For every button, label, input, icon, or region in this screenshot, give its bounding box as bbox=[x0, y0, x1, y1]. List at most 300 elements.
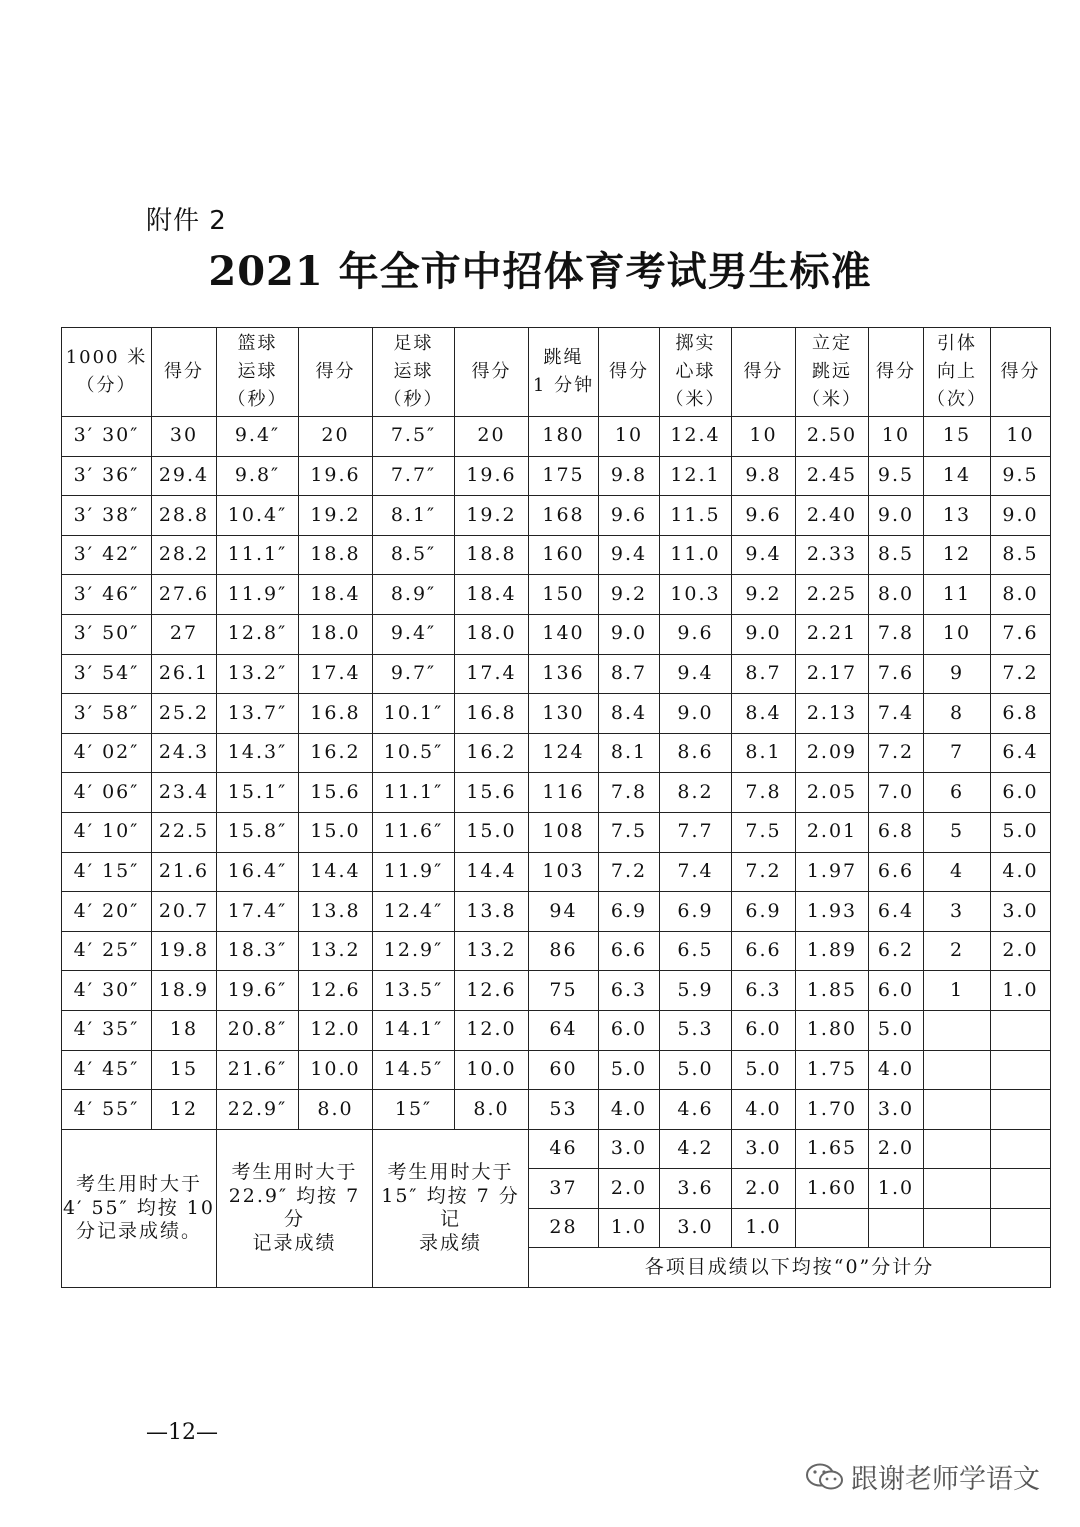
table-cell: 86 bbox=[529, 931, 599, 971]
table-cell: 7.0 bbox=[869, 773, 924, 813]
table-cell: 1.0 bbox=[732, 1208, 796, 1248]
table-cell: 3′ 30″ bbox=[62, 417, 152, 457]
table-cell: 2.21 bbox=[796, 614, 869, 654]
table-cell: 8.0 bbox=[991, 575, 1051, 615]
table-cell: 12.4″ bbox=[373, 892, 455, 932]
table-cell: 10 bbox=[599, 417, 660, 457]
table-cell: 8.0 bbox=[455, 1090, 529, 1130]
table-cell: 8 bbox=[924, 694, 991, 734]
table-cell: 3.0 bbox=[991, 892, 1051, 932]
table-row bbox=[62, 812, 1051, 852]
table-cell: 9.4″ bbox=[373, 614, 455, 654]
table-cell: 27.6 bbox=[152, 575, 217, 615]
table-cell: 3′ 36″ bbox=[62, 456, 152, 496]
table-cell: 28.8 bbox=[152, 496, 217, 536]
table-row bbox=[62, 694, 1051, 734]
table-cell: 12 bbox=[924, 535, 991, 575]
table-cell: 1.75 bbox=[796, 1050, 869, 1090]
table-row bbox=[62, 892, 1051, 932]
table-cell: 9.4 bbox=[732, 535, 796, 575]
table-cell: 8.1 bbox=[599, 733, 660, 773]
table-cell: 9.8 bbox=[599, 456, 660, 496]
table-cell: 18.4 bbox=[455, 575, 529, 615]
table-cell: 6.6 bbox=[599, 931, 660, 971]
table-cell: 3′ 58″ bbox=[62, 694, 152, 734]
table-cell bbox=[991, 1090, 1051, 1130]
table-cell: 7.2 bbox=[732, 852, 796, 892]
table-cell: 5 bbox=[924, 812, 991, 852]
table-cell: 19.6 bbox=[455, 456, 529, 496]
table-cell: 6.9 bbox=[599, 892, 660, 932]
table-cell: 175 bbox=[529, 456, 599, 496]
table-cell: 18.9 bbox=[152, 971, 217, 1011]
table-cell: 7.2 bbox=[599, 852, 660, 892]
table-cell: 15.8″ bbox=[217, 812, 299, 852]
table-cell: 22.5 bbox=[152, 812, 217, 852]
table-cell: 8.0 bbox=[869, 575, 924, 615]
table-cell: 1.97 bbox=[796, 852, 869, 892]
table-cell: 20.7 bbox=[152, 892, 217, 932]
table-row bbox=[62, 456, 1051, 496]
table-cell: 108 bbox=[529, 812, 599, 852]
table-cell: 1.89 bbox=[796, 931, 869, 971]
table-cell: 8.2 bbox=[660, 773, 732, 813]
table-cell: 7.8 bbox=[732, 773, 796, 813]
table-cell: 16.2 bbox=[299, 733, 373, 773]
table-cell: 9.6 bbox=[732, 496, 796, 536]
table-cell: 1.85 bbox=[796, 971, 869, 1011]
table-cell: 12.8″ bbox=[217, 614, 299, 654]
table-cell: 11.5 bbox=[660, 496, 732, 536]
page-number: —12— bbox=[146, 1420, 218, 1445]
table-cell: 6 bbox=[924, 773, 991, 813]
table-cell: 1.0 bbox=[991, 971, 1051, 1011]
table-cell: 6.0 bbox=[869, 971, 924, 1011]
table-cell: 6.2 bbox=[869, 931, 924, 971]
table-cell: 46 bbox=[529, 1129, 599, 1169]
table-cell: 11.9″ bbox=[373, 852, 455, 892]
table-cell: 4.0 bbox=[991, 852, 1051, 892]
column-header: 篮球 运球 （秒） bbox=[217, 328, 299, 417]
table-cell: 23.4 bbox=[152, 773, 217, 813]
table-cell: 7.4 bbox=[660, 852, 732, 892]
table-cell: 9.8″ bbox=[217, 456, 299, 496]
table-cell: 11.0 bbox=[660, 535, 732, 575]
table-cell: 9.8 bbox=[732, 456, 796, 496]
table-cell bbox=[924, 1050, 991, 1090]
attachment-label: 附件 2 bbox=[146, 206, 227, 236]
table-cell: 15.0 bbox=[455, 812, 529, 852]
table-cell: 8.4 bbox=[599, 694, 660, 734]
table-cell: 4.6 bbox=[660, 1090, 732, 1130]
column-header: 立定 跳远 （米） bbox=[796, 328, 869, 417]
table-cell: 8.5″ bbox=[373, 535, 455, 575]
column-header: 得分 bbox=[732, 328, 796, 417]
table-cell: 16.8 bbox=[299, 694, 373, 734]
table-cell: 2.33 bbox=[796, 535, 869, 575]
table-cell: 14.1″ bbox=[373, 1010, 455, 1050]
table-cell: 10.4″ bbox=[217, 496, 299, 536]
zero-score-note: 各项目成绩以下均按“0”分计分 bbox=[529, 1248, 1051, 1288]
table-cell: 75 bbox=[529, 971, 599, 1011]
table-cell: 9.4″ bbox=[217, 417, 299, 457]
table-cell: 4 bbox=[924, 852, 991, 892]
table-cell: 21.6″ bbox=[217, 1050, 299, 1090]
table-cell: 4′ 06″ bbox=[62, 773, 152, 813]
table-cell: 6.3 bbox=[732, 971, 796, 1011]
page-title: 2021 年全市中招体育考试男生标准 bbox=[208, 248, 872, 295]
table-cell: 3′ 50″ bbox=[62, 614, 152, 654]
table-cell: 17.4″ bbox=[217, 892, 299, 932]
table-cell: 7.8 bbox=[599, 773, 660, 813]
table-cell: 8.9″ bbox=[373, 575, 455, 615]
table-cell: 20 bbox=[455, 417, 529, 457]
table-cell: 12.9″ bbox=[373, 931, 455, 971]
table-cell: 8.5 bbox=[991, 535, 1051, 575]
table-cell: 116 bbox=[529, 773, 599, 813]
table-cell: 7.7 bbox=[660, 812, 732, 852]
table-cell: 14.4 bbox=[455, 852, 529, 892]
column-header: 1000 米 （分） bbox=[62, 328, 152, 417]
table-cell: 2.01 bbox=[796, 812, 869, 852]
table-cell: 11.9″ bbox=[217, 575, 299, 615]
table-cell: 3.0 bbox=[732, 1129, 796, 1169]
table-cell: 18.4 bbox=[299, 575, 373, 615]
table-cell: 13.5″ bbox=[373, 971, 455, 1011]
table-cell: 15 bbox=[152, 1050, 217, 1090]
table-cell: 2.17 bbox=[796, 654, 869, 694]
table-cell: 3.0 bbox=[869, 1090, 924, 1130]
table-cell: 9.6 bbox=[599, 496, 660, 536]
table-cell: 19.8 bbox=[152, 931, 217, 971]
table-cell: 28.2 bbox=[152, 535, 217, 575]
table-cell: 10 bbox=[991, 417, 1051, 457]
table-cell: 5.0 bbox=[660, 1050, 732, 1090]
table-cell bbox=[991, 1129, 1051, 1169]
table-row bbox=[62, 496, 1051, 536]
table-cell: 2.13 bbox=[796, 694, 869, 734]
table-cell: 136 bbox=[529, 654, 599, 694]
table-cell: 6.8 bbox=[869, 812, 924, 852]
table-cell: 6.4 bbox=[991, 733, 1051, 773]
table-cell: 2 bbox=[924, 931, 991, 971]
table-cell: 18.8 bbox=[299, 535, 373, 575]
table-cell bbox=[796, 1208, 869, 1248]
column-header: 得分 bbox=[869, 328, 924, 417]
table-cell: 6.8 bbox=[991, 694, 1051, 734]
table-cell: 5.3 bbox=[660, 1010, 732, 1050]
table-cell: 17.4 bbox=[455, 654, 529, 694]
table-cell: 18.3″ bbox=[217, 931, 299, 971]
column-header: 得分 bbox=[599, 328, 660, 417]
table-cell: 8.6 bbox=[660, 733, 732, 773]
table-cell: 13.2 bbox=[299, 931, 373, 971]
column-header: 引体 向上 （次） bbox=[924, 328, 991, 417]
table-cell: 18.0 bbox=[299, 614, 373, 654]
table-row bbox=[62, 417, 1051, 457]
table-cell: 4′ 25″ bbox=[62, 931, 152, 971]
table-cell: 6.9 bbox=[660, 892, 732, 932]
table-cell: 2.0 bbox=[991, 931, 1051, 971]
table-cell: 15.1″ bbox=[217, 773, 299, 813]
table-cell: 4.0 bbox=[732, 1090, 796, 1130]
table-cell: 7.5 bbox=[732, 812, 796, 852]
wechat-icon bbox=[805, 1462, 845, 1492]
table-cell: 8.4 bbox=[732, 694, 796, 734]
table-cell: 13 bbox=[924, 496, 991, 536]
table-cell bbox=[924, 1010, 991, 1050]
table-cell: 8.7 bbox=[599, 654, 660, 694]
table-cell: 3.0 bbox=[599, 1129, 660, 1169]
header-row bbox=[62, 328, 1051, 417]
table-cell: 60 bbox=[529, 1050, 599, 1090]
table-cell: 150 bbox=[529, 575, 599, 615]
table-cell: 10 bbox=[924, 614, 991, 654]
table-cell: 2.0 bbox=[869, 1129, 924, 1169]
table-cell: 8.5 bbox=[869, 535, 924, 575]
column-header: 得分 bbox=[455, 328, 529, 417]
table-cell: 9.2 bbox=[599, 575, 660, 615]
table-cell: 18.0 bbox=[455, 614, 529, 654]
table-row bbox=[62, 1010, 1051, 1050]
table-cell: 1.80 bbox=[796, 1010, 869, 1050]
table-cell: 16.8 bbox=[455, 694, 529, 734]
table-cell: 1.65 bbox=[796, 1129, 869, 1169]
table-cell bbox=[991, 1208, 1051, 1248]
table-cell: 4′ 15″ bbox=[62, 852, 152, 892]
table-cell: 2.50 bbox=[796, 417, 869, 457]
table-cell: 4′ 02″ bbox=[62, 733, 152, 773]
table-row bbox=[62, 575, 1051, 615]
table-cell: 10 bbox=[869, 417, 924, 457]
table-row bbox=[62, 971, 1051, 1011]
table-cell: 12.0 bbox=[299, 1010, 373, 1050]
table-cell: 8.1″ bbox=[373, 496, 455, 536]
table-cell: 6.9 bbox=[732, 892, 796, 932]
table-cell: 3.0 bbox=[660, 1208, 732, 1248]
table-cell: 3 bbox=[924, 892, 991, 932]
table-cell: 8.1 bbox=[732, 733, 796, 773]
table-cell: 8.7 bbox=[732, 654, 796, 694]
table-cell: 4′ 35″ bbox=[62, 1010, 152, 1050]
table-cell: 5.0 bbox=[869, 1010, 924, 1050]
table-cell: 11.1″ bbox=[373, 773, 455, 813]
table-cell: 19.6″ bbox=[217, 971, 299, 1011]
table-cell: 3.6 bbox=[660, 1169, 732, 1209]
table-cell: 10.0 bbox=[299, 1050, 373, 1090]
table-cell: 7 bbox=[924, 733, 991, 773]
table-cell: 6.0 bbox=[991, 773, 1051, 813]
table-cell: 10.5″ bbox=[373, 733, 455, 773]
table-cell: 1.93 bbox=[796, 892, 869, 932]
table-cell: 4.0 bbox=[599, 1090, 660, 1130]
watermark bbox=[805, 1457, 1040, 1496]
table-cell: 7.4 bbox=[869, 694, 924, 734]
table-cell: 7.5″ bbox=[373, 417, 455, 457]
table-cell: 7.8 bbox=[869, 614, 924, 654]
table-cell: 14.4 bbox=[299, 852, 373, 892]
table-cell: 37 bbox=[529, 1169, 599, 1209]
football-note: 考生用时大于 15″ 均按 7 分记 录成绩 bbox=[373, 1129, 529, 1287]
table-cell: 15″ bbox=[373, 1090, 455, 1130]
table-cell: 14.5″ bbox=[373, 1050, 455, 1090]
table-cell: 18 bbox=[152, 1010, 217, 1050]
table-cell: 12 bbox=[152, 1090, 217, 1130]
table-cell: 9.5 bbox=[991, 456, 1051, 496]
table-cell: 130 bbox=[529, 694, 599, 734]
table-cell: 5.0 bbox=[732, 1050, 796, 1090]
table-cell: 4.2 bbox=[660, 1129, 732, 1169]
table-cell: 103 bbox=[529, 852, 599, 892]
table-cell bbox=[991, 1010, 1051, 1050]
table-row bbox=[62, 773, 1051, 813]
table-cell: 11 bbox=[924, 575, 991, 615]
table-cell: 2.0 bbox=[599, 1169, 660, 1209]
column-header: 掷实 心球 （米） bbox=[660, 328, 732, 417]
table-cell: 6.0 bbox=[732, 1010, 796, 1050]
table-cell: 1.0 bbox=[599, 1208, 660, 1248]
table-cell: 5.0 bbox=[599, 1050, 660, 1090]
table-cell: 18.8 bbox=[455, 535, 529, 575]
table-cell: 4′ 30″ bbox=[62, 971, 152, 1011]
table-cell: 26.1 bbox=[152, 654, 217, 694]
table-cell: 180 bbox=[529, 417, 599, 457]
table-cell: 9.0 bbox=[991, 496, 1051, 536]
table-cell: 20.8″ bbox=[217, 1010, 299, 1050]
table-cell: 14 bbox=[924, 456, 991, 496]
table-cell: 12.6 bbox=[299, 971, 373, 1011]
table-cell bbox=[924, 1208, 991, 1248]
table-cell: 6.5 bbox=[660, 931, 732, 971]
table-cell: 9.0 bbox=[660, 694, 732, 734]
table-cell: 10.3 bbox=[660, 575, 732, 615]
table-cell bbox=[869, 1208, 924, 1248]
table-cell: 13.8 bbox=[299, 892, 373, 932]
watermark-text: 跟谢老师学语文 bbox=[851, 1464, 1040, 1495]
table-cell: 15.6 bbox=[455, 773, 529, 813]
table-cell: 9.6 bbox=[660, 614, 732, 654]
table-cell: 24.3 bbox=[152, 733, 217, 773]
table-cell: 4.0 bbox=[869, 1050, 924, 1090]
table-cell: 9.0 bbox=[869, 496, 924, 536]
basketball-note: 考生用时大于 22.9″ 均按 7 分 记录成绩 bbox=[217, 1129, 373, 1287]
run-note: 考生用时大于 4′ 55″ 均按 10 分记录成绩。 bbox=[62, 1129, 217, 1287]
table-cell: 7.6 bbox=[869, 654, 924, 694]
table-cell: 9.4 bbox=[599, 535, 660, 575]
table-cell: 7.2 bbox=[869, 733, 924, 773]
table-cell: 11.6″ bbox=[373, 812, 455, 852]
table-cell: 19.2 bbox=[299, 496, 373, 536]
table-cell: 5.0 bbox=[991, 812, 1051, 852]
table-row bbox=[62, 654, 1051, 694]
table-row bbox=[62, 1050, 1051, 1090]
table-cell: 7.7″ bbox=[373, 456, 455, 496]
column-header: 跳绳 1 分钟 bbox=[529, 328, 599, 417]
table-cell: 15.6 bbox=[299, 773, 373, 813]
table-cell bbox=[991, 1050, 1051, 1090]
table-cell: 1.0 bbox=[869, 1169, 924, 1209]
table-cell: 4′ 45″ bbox=[62, 1050, 152, 1090]
table-cell: 13.2″ bbox=[217, 654, 299, 694]
table-cell: 4′ 10″ bbox=[62, 812, 152, 852]
table-cell: 7.6 bbox=[991, 614, 1051, 654]
table-row bbox=[62, 1090, 1051, 1130]
table-cell: 17.4 bbox=[299, 654, 373, 694]
table-row bbox=[62, 535, 1051, 575]
table-cell: 27 bbox=[152, 614, 217, 654]
table-cell: 7.2 bbox=[991, 654, 1051, 694]
table-cell: 9.0 bbox=[599, 614, 660, 654]
table-row bbox=[62, 733, 1051, 773]
table-cell: 16.2 bbox=[455, 733, 529, 773]
table-cell: 28 bbox=[529, 1208, 599, 1248]
table-cell: 1 bbox=[924, 971, 991, 1011]
table-cell: 10 bbox=[732, 417, 796, 457]
table-cell: 6.6 bbox=[869, 852, 924, 892]
table-cell: 124 bbox=[529, 733, 599, 773]
table-cell: 19.6 bbox=[299, 456, 373, 496]
table-row bbox=[62, 1129, 1051, 1169]
table-cell: 9.5 bbox=[869, 456, 924, 496]
table-cell: 4′ 55″ bbox=[62, 1090, 152, 1130]
table-cell: 15.0 bbox=[299, 812, 373, 852]
table-cell: 9.7″ bbox=[373, 654, 455, 694]
table-cell bbox=[924, 1090, 991, 1130]
table-cell: 13.8 bbox=[455, 892, 529, 932]
table-cell: 11.1″ bbox=[217, 535, 299, 575]
table-cell: 9.0 bbox=[732, 614, 796, 654]
table-row bbox=[62, 852, 1051, 892]
table-cell: 3′ 46″ bbox=[62, 575, 152, 615]
table-cell: 140 bbox=[529, 614, 599, 654]
table-row bbox=[62, 931, 1051, 971]
table-cell: 10.0 bbox=[455, 1050, 529, 1090]
table-cell: 12.6 bbox=[455, 971, 529, 1011]
table-cell: 10.1″ bbox=[373, 694, 455, 734]
table-cell: 3′ 54″ bbox=[62, 654, 152, 694]
table-cell: 12.1 bbox=[660, 456, 732, 496]
table-cell: 2.40 bbox=[796, 496, 869, 536]
table-cell: 9.4 bbox=[660, 654, 732, 694]
table-cell: 1.60 bbox=[796, 1169, 869, 1209]
table-cell: 14.3″ bbox=[217, 733, 299, 773]
column-header: 得分 bbox=[152, 328, 217, 417]
table-cell: 6.6 bbox=[732, 931, 796, 971]
column-header: 得分 bbox=[991, 328, 1051, 417]
table-cell: 2.05 bbox=[796, 773, 869, 813]
table-cell: 53 bbox=[529, 1090, 599, 1130]
table-cell: 30 bbox=[152, 417, 217, 457]
table-cell: 1.70 bbox=[796, 1090, 869, 1130]
table-cell bbox=[924, 1169, 991, 1209]
table-cell: 13.2 bbox=[455, 931, 529, 971]
table-cell: 29.4 bbox=[152, 456, 217, 496]
table-cell: 16.4″ bbox=[217, 852, 299, 892]
table-cell: 21.6 bbox=[152, 852, 217, 892]
table-cell: 3′ 38″ bbox=[62, 496, 152, 536]
table-cell: 2.0 bbox=[732, 1169, 796, 1209]
table-cell: 22.9″ bbox=[217, 1090, 299, 1130]
table-cell: 9.2 bbox=[732, 575, 796, 615]
table-cell: 6.4 bbox=[869, 892, 924, 932]
table-cell: 12.0 bbox=[455, 1010, 529, 1050]
table-cell: 2.25 bbox=[796, 575, 869, 615]
table-cell: 64 bbox=[529, 1010, 599, 1050]
table-cell: 160 bbox=[529, 535, 599, 575]
table-cell bbox=[991, 1169, 1051, 1209]
table-cell: 9 bbox=[924, 654, 991, 694]
standards-table bbox=[61, 327, 1051, 1288]
